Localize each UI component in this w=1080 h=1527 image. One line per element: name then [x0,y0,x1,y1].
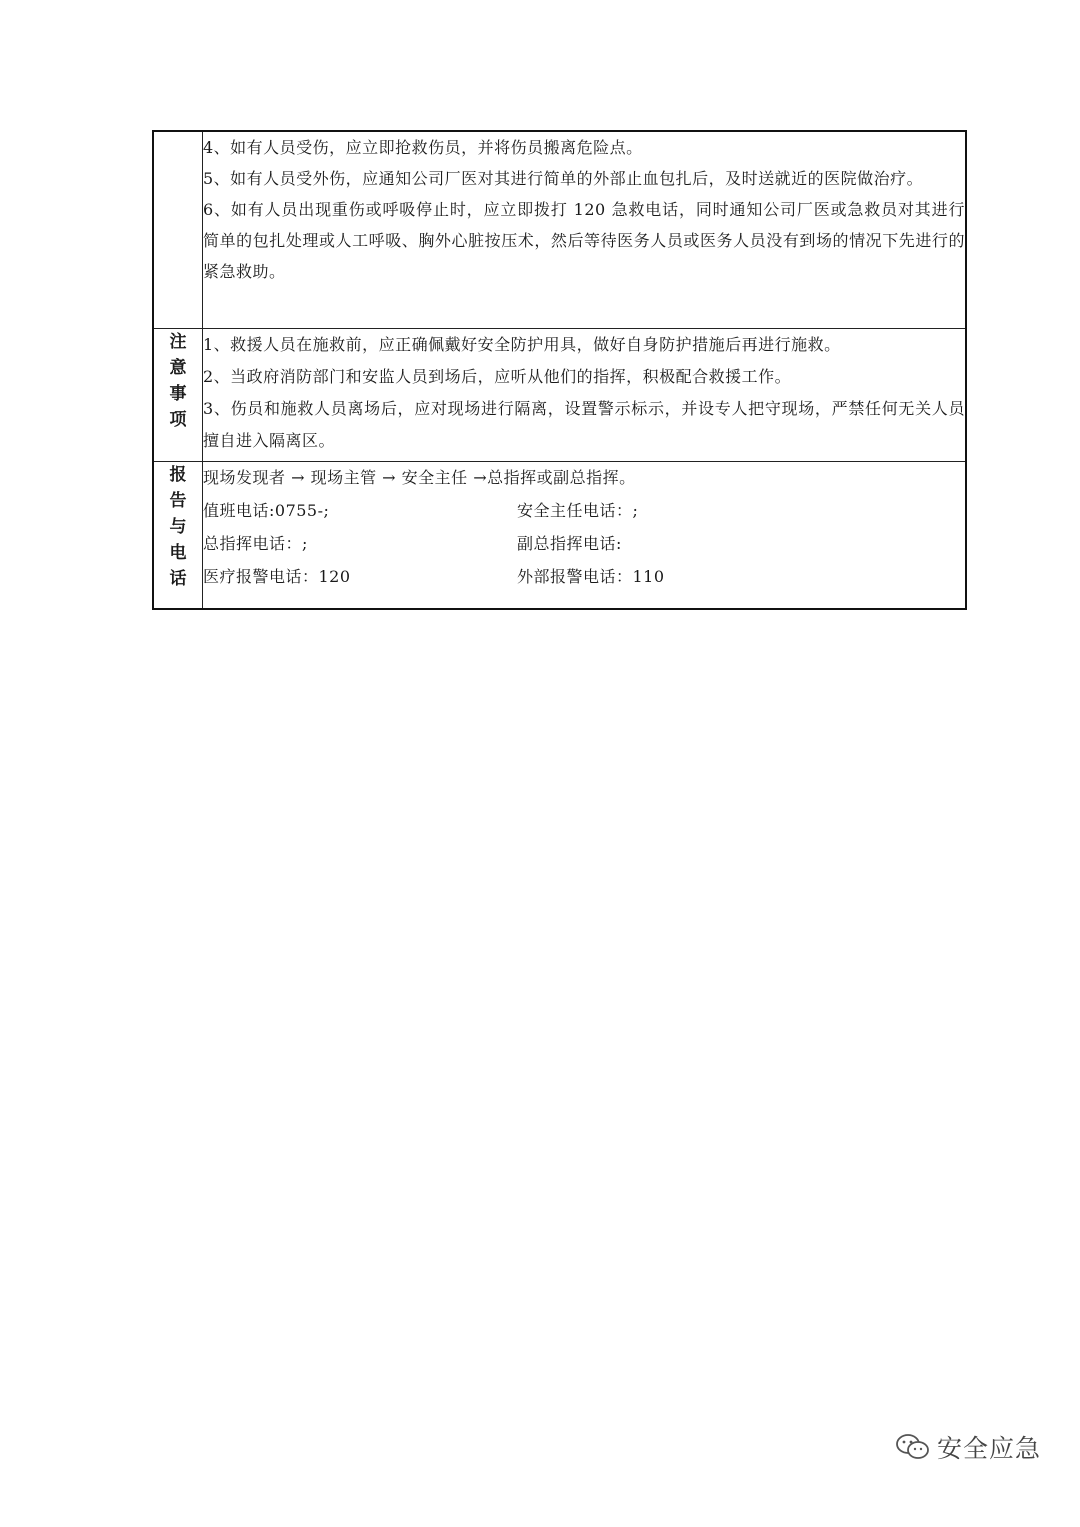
table-row [153,328,966,461]
label-char: 电 [169,542,187,563]
watermark [895,1427,1041,1467]
duty-phone: 值班电话:0755-; [203,500,330,520]
section-label-report [153,461,203,609]
list-item: 3、伤员和施救人员离场后，应对现场进行隔离，设置警示标示，并设专人把守现场，严禁任何无关人员擅自进入隔离区。 [203,398,965,450]
list-item: 4、如有人员受伤，应立即抢救伤员，并将伤员搬离危险点。 [203,138,643,157]
chief-commander-phone: 总指挥电话：; [203,533,308,553]
watermark-text: 安全应急 [937,1434,1042,1463]
report-flow: 现场发现者 → 现场主管 → 安全主任 →总指挥或副总指挥。 [203,467,636,487]
label-char: 话 [169,568,187,589]
deputy-commander-phone: 副总指挥电话: [517,533,622,553]
medical-emergency-phone: 医疗报警电话：120 [203,566,351,586]
list-item: 5、如有人员受外伤，应通知公司厂医对其进行简单的外部止血包扎后，及时送就近的医院做治疗。 [203,169,924,188]
safety-director-phone: 安全主任电话：; [517,500,639,520]
label-char: 与 [169,516,187,537]
section-content-report [203,461,967,609]
label-char: 事 [169,383,187,404]
section-content-notes [203,328,967,461]
list-item: 6、如有人员出现重伤或呼吸停止时，应立即拨打 120 急救电话，同时通知公司厂医或急救员对其进行简单的包扎处理或人工呼吸、胸外心脏按压术，然后等待医务人员或医务人员没有到场的情况下先进行的紧急救助。 [203,200,965,281]
contact-grid [203,494,965,593]
section-content-first [203,131,967,328]
wechat-icon [895,1432,931,1462]
label-char: 报 [169,464,187,485]
label-char: 告 [169,490,187,511]
table-row [153,461,966,609]
section-label-notes [153,328,203,461]
list-item: 2、当政府消防部门和安监人员到场后，应听从他们的指挥，积极配合救援工作。 [203,366,792,386]
section-label-empty [153,131,203,328]
label-char: 注 [169,331,187,352]
emergency-table [152,130,967,610]
label-char: 意 [169,357,187,378]
list-item: 1、救援人员在施救前，应正确佩戴好安全防护用具，做好自身防护措施后再进行施救。 [203,334,841,354]
table-row [153,131,966,328]
label-char: 项 [169,409,187,430]
external-emergency-phone: 外部报警电话：110 [517,566,665,586]
